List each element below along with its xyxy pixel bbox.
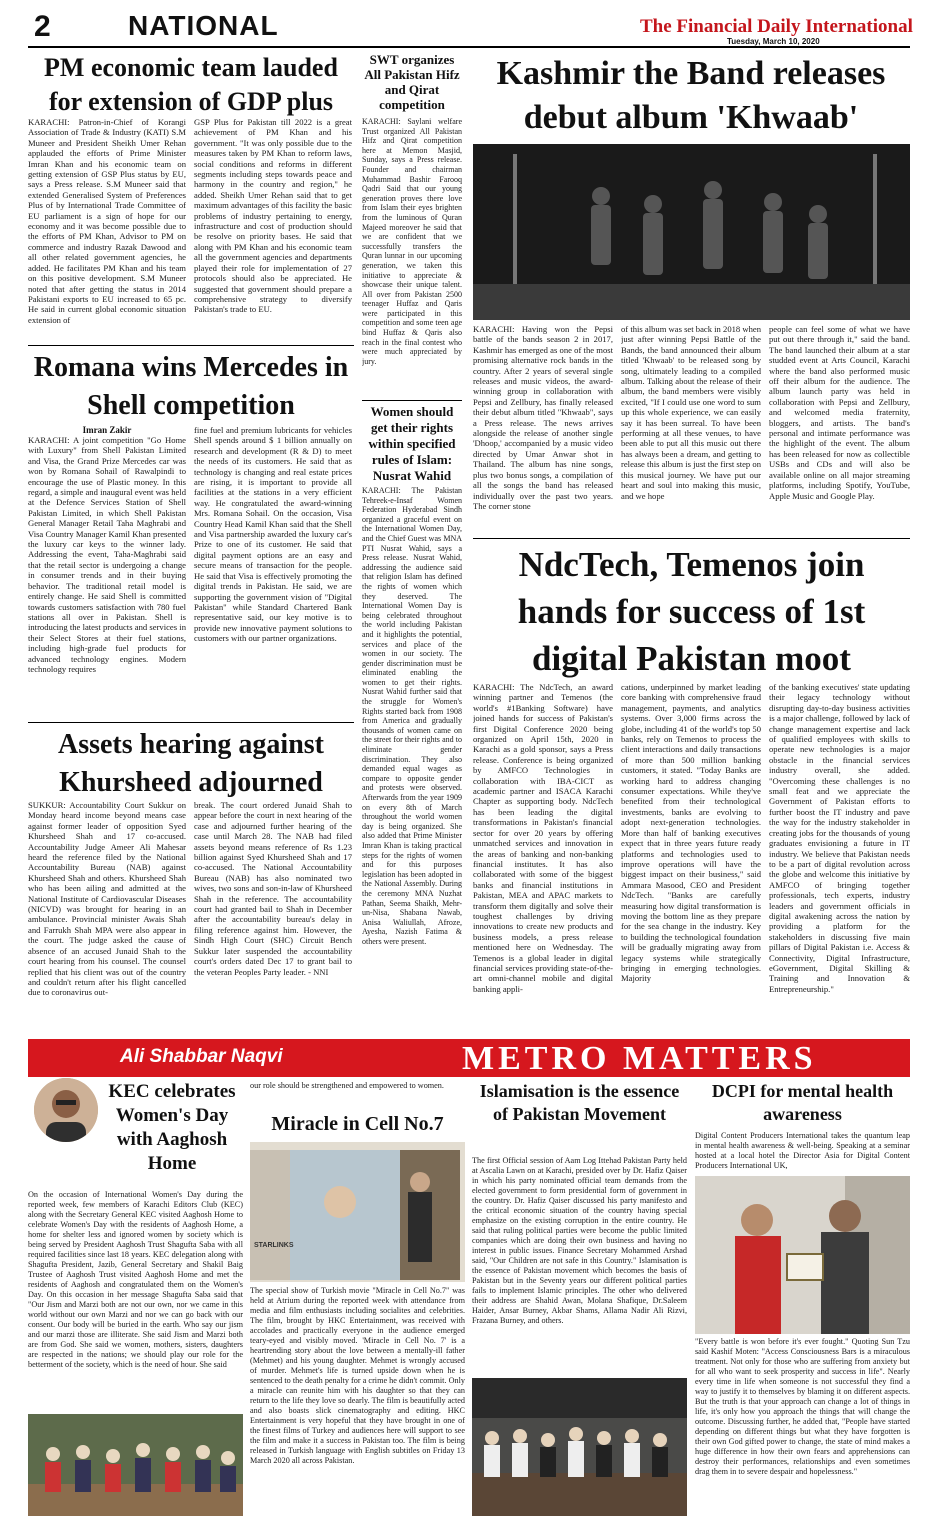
kec-group-photo [28, 1414, 243, 1516]
islam-body: The first Official session of Aam Log Ittehad Pakistan Party held at Ascalia Lawn on at Karachi, presided over by Dr. Hafiz Qaiser in which his party nominated official team demands from the elected government to form presidential form of government in the country. Dr. Hafiz Qaiser discussed his party manifesto and the critical economic situation of the country having special emphasize on the existing corruption in the entire country. He said that ruling political parties were become the public limited companies which are doing their own business and having no interest in public issues. Finance Secretary Mohammed Arshad said, "Our Children are not safe in this Country." Islamisation is the essence of Pakistan movement which becomes the basis of Pakistan but in the Seventy years our different political parties fails to implement Islamic principles. The other who delivered their address are Shahid Awan, Molana Shafique, Dr.Saleem Haider, Ansar Burney, Akbar Shams, Allama Nadir Ali Rizvi, Frazana Burney, and others. [472, 1156, 687, 1325]
women-headline: Women should get their rights within specified rules of Islam: Nusrat Wahid [368, 404, 456, 483]
miracle-body: The special show of Turkish movie "Miracle in Cell No.7" was held at Atrium during the reported week with attendance from media and film enthusiasts including socialites and celebrities. The film, brought by HKC Entertainment, was received with accolades and practically everyone in the audience emerged teary-eyed and visibly moved. 'Miracle in Cell No. 7' is a heartrending story about the love between a mentally-ill father (Mehmet) and his young daughter. Mehmet is wrongly accused of murder. Mehmet's life is turned upside down when he is sentenced to the death penalty for a crime he didn't commit. Only a miracle can reunite him with his daughter so that they can return to the life they love so dearly. The film is beautifully acted and also boasts slick cinematography and editing. HKC Entertainment is very hopeful that they have brought in one of the finest films of Turkey and audiences here will support to see the film and make it a success in Pakistan too. The film is being released in Turkish language with English subtitles on Friday 13 March 2020 all across Pakistan. [250, 1286, 465, 1465]
romana-byline: Imran Zakir [82, 425, 132, 435]
metro-title: METRO MATTERS [462, 1040, 817, 1077]
kec-body: On the occasion of International Women's Day during the reported week, few members of Karachi Editors Club (KEC) along with the Secretary General KEC visited Aaghosh Home to celebrate Women's Day with the residents of Aaghosh Home, a home for shelter less and ignored women by society which is being served by President Aaghosh Trust Shagufta Saba with all required facilities since last 18 years. KEC delegation along with Shagufta President, Jazib, General Secretary and Shakil Baig Trustee of Aaghosh Trust visited Aaghosh Home and met the residents of Aaghosh and congratulated them on the Women's Day. On this occasion in her message Shagufta Saba said that "Our Jism and Marzi both are not our own, nor we came in this world without our own Marzi and nor we can go back with our consent. Our body will be buried in the earth. Who say our jism and our marzi those are illiterate. She said Jism and Marzi both are from God. She said we women, mothers, sisters, daughters are respected in the nations; we should play our role for the betterment of the society, which is the need of hour. She said [28, 1190, 243, 1369]
kashmir-col2: of this album was set back in 2018 when just after winning Pepsi Battle of the Bands, the band announced their album titled 'Khwaab' to be released song by song, ultimately leading to a compiled album. Talking about the release of their album, the band members were visibly excited, "If I could use one word to sum up this whole experience, we can easily say it has been surreal. To have been performing at all these venues, to have been able to put all this music out there has always been a dream, and getting to release this album is just the first step on this musical journey. We have put our heart and soul into making this music, and we hope [621, 324, 761, 501]
romana-col2: fine fuel and premium lubricants for vehicles Shell spends around $ 1 billion annually on research and development (R & D) to meet the needs of its customers. He said that as technology is changing and real estate prices are rising, it is important to provide all facilities at the stations in a very efficient way. He congratulated the award-winning Mrs. Romana Sohail. On the occasion, Visa Country Head Kamil Khan said that the Shell and Visa partnership awarded the luxury car's Prize to one of its customer. He said that digital payment options are an easy and secure means of transaction for the people. He said that Visa is effectively promoting the digital trends in Pakistan. He said, we are supporting the government vision of "Digital Pakistan" while Standard Chartered Bank representative said, our key motive is to provide new innovative payment solutions to customers with our partner organizations. [194, 425, 352, 644]
khursheed-col2: break. The court ordered Junaid Shah to appear before the court in next hearing of the case and adjourned further hearing of the case until March 28. The NAB had filed assets beyond means reference of Rs 1.23 billion against Syed Khursheed Shah and 17 co-accused. The National Accountability Bureau (NAB) has also nominated two wives, two sons and son-in-law of Khursheed Shah in the reference. The accountability court had granted bail to Shah in December after the accountability bureau's delay in filing reference against him. However, the Sindh High Court (SHC) Circuit Bench Sukkur later suspended the accountability court's orders dated Dec 17 to grant bail to the veteran Peoples Party leader. - NNI [194, 800, 352, 977]
women-body: KARACHI: The Pakistan Tehreek-e-Insaf Women Federation Hyderabad Sindh organized a graceful event on the International Women Day, and the Chief Guest was MNA PTI Nusrat Wahid, says a Press release. Nusrat Wahid, addressing the audience said that religion Islam has defined the rights of women which they deserved. The International Women Day is being celebrated throughout the world including Pakistan and it highlights the potential, services and place of the women in our society. The gender discrimination must be eliminated enabling the women to get their rights. Nusrat Wahid further said that the struggle for Women's Rights started back from 1908 from America and gradually thousands of women came on the street for their rights and to eliminate gender discrimination. They also demanded equal wages as compare to opposite gender and protests were observed. Afterwards from the year 1909 on every 8th of March throughout the world women day is being organized. She also added that Prime Minister Imran Khan is taking practical steps for the rights of women and for this purposes legislation has been adopted in the National Assembly. During the ceremony MNA Nuzhat Pathan, Seema Shaikh, Mehr-un-Nisa, Shabana Nawab, Anisa Waliullah, Afroze, Ayesha, Nazish Fatima & others were present. [362, 486, 462, 946]
section-title: NATIONAL [128, 10, 279, 41]
dcpi-award-photo [695, 1176, 910, 1334]
dcpi-body: "Every battle is won before it's ever fought." Quoting Sun Tzu said Kashif Moten: "Access Consciousness Bars is a miraculous treatment. Not only for those who are suffering from anxiety but for all who want to seek prosperity and success in life". Nearly every time in life when someone is not successful they find a way to justify it to themselves by blaming it on different aspects. But the truth is that your approach can change a lot of things in life, it's only how you approach the things that will change the outcome. Discussing further, he added that, "People have started depending on different things but what they have forgotten is their own God gifted power to change, the state of mind makes a huge difference in how their own fears and apprehensions can destroy their performances, relationships and even sometimes drag them in to severe despair and hopelessness." [695, 1337, 910, 1476]
islam-event-photo [472, 1378, 687, 1516]
columnist-avatar [34, 1078, 98, 1142]
page-number: 2 [34, 10, 51, 43]
romana-headline: Romana wins Mercedes in Shell competition [33, 352, 349, 421]
poster-text: STARLINKS [254, 1242, 294, 1249]
ndc-col2: cations, underpinned by market leading core banking with comprehensive fraud management, payments, and analytics systems. Over 3,000 firms across the globe, including 41 of the world's top 50 banks, rely on Temenos to process the client interactions and daily transactions of more than 500 million banking customers, it stated. "Today Banks are working hard to address changing consumer expectations. While they've benefited from their technological investments, banks are evolving to adopt next-generation technologies. More than half of banking executives expect that in three years future ready platforms and technologies used to improve operations will have the biggest impact on their business," said Ammara Masood, CEO and President NdcTech. "Banks are carefully measuring how digital transformation is moving the bottom line as they prepare for the sea change in the industry. Key to building the technological foundation will be gradually migrating away from legacy systems while strategically bringing in emerging technologies. Majority [621, 682, 761, 984]
pm-col1: KARACHI: Patron-in-Chief of Korangi Association of Trade & Industry (KATI) S.M Muneer and President Sheikh Umer Rehan applauded the efforts of Prime Minister Imran Khan and his economic team on getting extension of GSP Plus status by EU, says a Press release. S.M Muneer said that extended Generalised System of Preferences Plus of by International Trade Committee of EU parliament is a sign of hope for our economy and it was become possible due to the efforts of PM Khan, Advisor to PM on commerce and industry Razak Dawood and all other related government agencies, he added. He facilitates PM Khan and his team on this positive development. S.M Muneer noted that after getting the status in 2014 Pakistani exports to EU increased to 65 pc. He said in current global economic situation extension of [28, 117, 186, 325]
kashmir-col3: people can feel some of what we have put out there through it," said the band. The band launched their album at a star studded event at Arts Council, Karachi where the band also performed music off their album for the audience. The album launch party was held in collaboration with Pepsi and Zellbury, and welcomed media fraternity, bloggers, and artists. The band's personal and intimate performance was the highlight of the event. The album has been released for now as collectible USBs and CDs and will also be available online on all major streaming platforms, including Spotify, YouTube, Apple Music and Google Play. [769, 324, 910, 501]
miracle-poster-photo [250, 1142, 465, 1282]
ndc-col3: of the banking executives' state updating their legacy technology without disrupting day-to-day business activities is a major challenge, followed by lack of change management expertise and lack of qualified employees with skills to operate new technologies is a major obstacle in the financial services industry overall, she added. "Overcoming these challenges is no small feat and we appreciate the Government of Pakistan efforts to further boost the IT industry and pave the way for the industry stakeholder in creating jobs for the thousands of young graduates envisioning a future in IT industry. We believe that Pakistan needs to be a part of digital revolution across the globe and welcome this initiative by AMFCO of bringing together professionals, tech experts, industry leaders and government officials in digital awakening across the nation by providing a platform for the stakeholders in discussing five main pillars of Digital Pakistan i.e. Access & Connectivity, Digital Infrastructure, eGovernment, Digital Skilling & Training and Innovation & Entrepreneurship." [769, 682, 910, 994]
swt-headline: SWT organizes All Pakistan Hifz and Qirat competition [364, 52, 460, 112]
ndc-headline: NdcTech, Temenos join hands for success of 1st digital Pakistan moot [517, 545, 866, 678]
khursheed-col1: SUKKUR: Accountability Court Sukkur on Monday heard income beyond means case against former leader of opposition Syed Khursheed Shah and 17 co-accused. Accountability Judge Ameer Ali Mahesar heard the reference filed by the National Accountability Bureau (NAB) against Khursheed Shah and others. Khursheed Shah who has been ailing and admitted at the National Institute of Cardiovascular Diseases (NICVD) was brought for hearing in an ambulance. Provincial minister Awais Shah and Farrukh Shah MPA were also appear in the court. The judge asked the cause of absence of an accused Junaid Shah to the court hearing from his counsel. The counsel replied that his client was out of the country and couldn't return after his flight cancelled due to coronavirus out- [28, 800, 186, 998]
kashmir-headline: Kashmir the Band releases debut album 'Khwaab' [496, 55, 886, 136]
issue-date: Tuesday, March 10, 2020 [727, 37, 820, 46]
kec-continued: our role should be strengthened and empowered to women. [250, 1081, 444, 1090]
masthead: The Financial Daily International [640, 16, 913, 37]
pm-headline: PM economic team lauded for extension of GDP plus [44, 53, 338, 116]
divider [28, 345, 354, 346]
pm-col2: GSP Plus for Pakistan till 2022 is a great achievement of PM Khan and his government. "It was only possible due to the measures taken by PM Khan to reform laws, social conditions and reforms in different segments including steps towards peace and harmony in the country and region," he added. Sheikh Umer Rehan said that to get maximum advantages of this facility the basic problems of industry pertaining to energy, infrastructure and cost of production should be resolve on priority bases. He said that along with PM Khan and his economic team all the government agencies and departments played their role for implementation of 27 protocols should also be appreciated. He suggested that government should prepare a comprehensive strategy to diversify Pakistan's trade to EU. [194, 117, 352, 315]
divider [362, 400, 462, 401]
ndc-col1: KARACHI: The NdcTech, an award winning partner and Temenos (the world's #1Banking Software) have joined hands for success of Pakistan's first Digital Conference 2020 being organized on April 15th, 2020 in Karachi as a gold sponsor, says a Press release. Conference is being organized by AMFCO Technologies in collaboration with IBA-CICT as academic partner and ISACA Karachi Chapter as supporting body. NdcTech has been leading the digital transformations in Pakistan's financial sector for over 20 years by offering unmatched services and innovation in the areas of banking and non-banking financial institutes. It has also collaborated with some of the biggest banks and financial institutions in Pakistan, MEA and APAC markets to transform them digitally and solve their toughest challenges by driving innovations to create new products and business models, a press release mentioned here on Wednesday. The Temenos is a global leader in digital financial services providing state-of-the-art omni-channel mobile and digital banking appli- [473, 682, 613, 994]
swt-body: KARACHI: Saylani welfare Trust organized All Pakistan Hifz and Qirat competition here at Memon Masjid, Sunday, says a Press release. Founder and chairman Muhammad Bashir Farooq Qadri Said that our young generation proves there love from Islam their eyes brighten from the luminous of Quran Majeed moreover he said that we are confident that we successfully transfers the Quran lunnar in our upcoming generation, we taken this initiative to appreciate & showcase their unique talent. All over from Pakistan 2500 teenager Huffaz and Qaris were participated in this competition and some teen age bind Huffaz & Qaris also reach in the final contest who were much appreciated by jury. [362, 117, 462, 366]
dcpi-headline: DCPI for mental health awareness [711, 1081, 894, 1124]
divider [28, 722, 354, 723]
columnist-name: Ali Shabbar Naqvi [120, 1046, 283, 1067]
islam-headline: Islamisation is the essence of Pakistan Movement [479, 1081, 680, 1124]
dcpi-intro: Digital Content Producers International takes the quantum leap in mental health awareness & well-being. Speaking at a seminar hosted at a local hotel the Director Asia for Digital Content Producers International UK, [695, 1131, 910, 1170]
kec-headline: KEC celebrates Women's Day with Aaghosh Home [108, 1081, 236, 1174]
header-rule [28, 46, 910, 48]
kashmir-band-photo [473, 144, 910, 320]
khursheed-headline: Assets hearing against Khursheed adjourned [57, 729, 324, 798]
kashmir-col1: KARACHI: Having won the Pepsi battle of the bands season 2 in 2017, Kashmir has emerged as one of the most promising alternative rock bands in the country. After 2 years of several single releases and music videos, the award-winning group in collaboration with Pepsi and Zellbury, has finally released their debut album titled "Khwaab", says a Press release. The news arrives alongside the release of another single 'Dhoop,' accompanied by a music video directed by Umar Anwar shot in Thailand. The album has nine songs, plus two bonus songs, a compilation of all the songs the band has released individually over the past two years. The corner stone [473, 324, 613, 511]
miracle-headline: Miracle in Cell No.7 [271, 1113, 444, 1135]
romana-col1: KARACHI: A joint competition "Go Home with Luxury" from Shell Pakistan Limited and Visa, the Grand Prize Mercedes car was won by Romana Sohail of Rawalpindi to encourage the use of Plastic money. In this regard, a simple and inaugural event was held at the Defence Services Station of Shell Pakistan Limited, in which Shell Pakistan General Manager Retail Taha Maghrabi and Visa Country Manager Kamil Khan presented the luxury car keys to the winner lady. Addressing the event, Taha-Maghrabi said that the retail sector is undergoing a change in consumer trends and in their buying behavior. The traditional retail model is entirely change. He said Shell is committed towards customers satisfaction with 780 fuel stations all over in Pakistan. Shell is introducing the latest products and services in their Select Stores at their fuel stations, including high-grade fuel products for advanced technology engines. Modern technology requires [28, 435, 186, 674]
divider [473, 538, 910, 539]
